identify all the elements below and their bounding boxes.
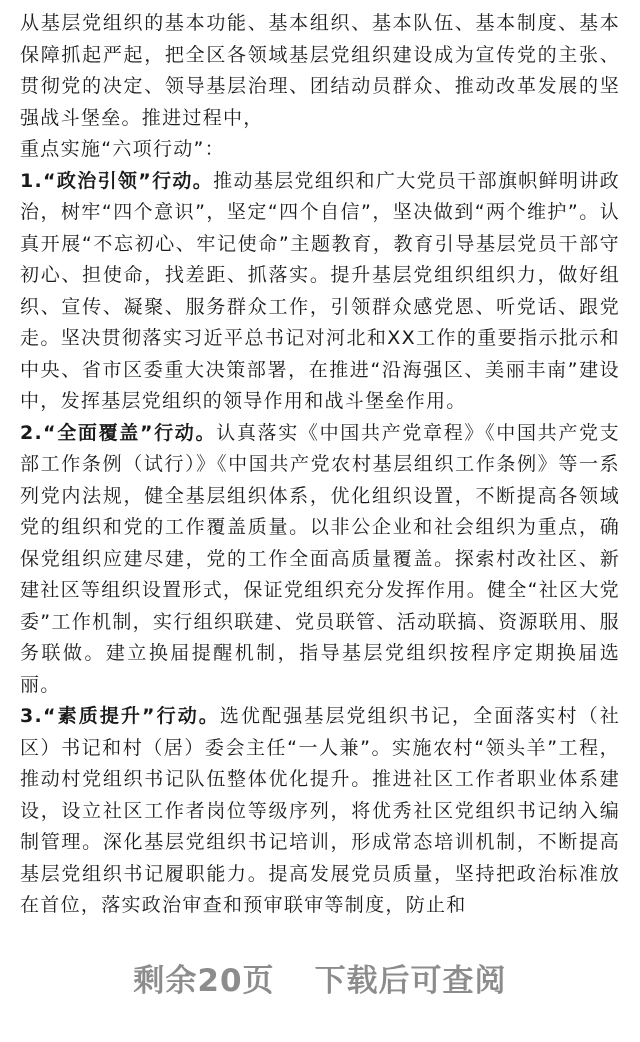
section-2 [20, 418, 620, 702]
section-2-number: 2. [20, 421, 44, 444]
section-2-heading: “全面覆盖”行动。 [43, 421, 217, 444]
section-2-body: 认真落实《中国共产党章程》《中国共产党支部工作条例（试行）》《中国共产党农村基层组织工作条例》等一系列党内法规，健全基层组织体系，优化组织设置，不断提高各领域党的组织和党的工作覆盖质量。以非公企业和社会组织为重点，确保党组织应建尽建，党的工作全面高质量覆盖。探索村改社区、新建社区等组织设置形式，保证党组织充分发挥作用。健全“社区大党委”工作机制，实行组织联建、党员联管、活动联搞、资源联用、服务联做。建立换届提醒机制，指导基层党组织按程序定期换届选丽。 [20, 421, 620, 696]
section-1-heading: “政治引领”行动。 [43, 169, 214, 192]
section-1 [20, 166, 620, 418]
section-3 [20, 701, 620, 922]
remaining-pages-label: 剩余20页 [133, 963, 275, 999]
section-3-body: 选优配强基层党组织书记，全面落实村（社区）书记和村（居）委会主任“一人兼”。实施农村“领头羊”工程，推动村党组织书记队伍整体优化提升。推进社区工作者职业体系建设，设立社区工作者岗位等级序列，将优秀社区党组织书记纳入编制管理。深化基层党组织书记培训，形成常态培训机制，不断提高基层党组织书记履职能力。提高发展党员质量，坚持把政治标准放在首位，落实政治审查和预审联审等制度，防止和 [20, 705, 620, 916]
section-3-heading: “素质提升”行动。 [43, 705, 220, 727]
download-to-view-label[interactable]: 下载后可查阅 [314, 963, 507, 999]
intro-text-2: 重点实施“六项行动”： [20, 138, 225, 160]
section-3-number: 3. [20, 705, 44, 727]
intro-paragraph [20, 8, 620, 166]
intro-text: 从基层党组织的基本功能、基本组织、基本队伍、基本制度、基本保障抓起严起，把全区各领域基层党组织建设成为宣传党的主张、贯彻党的决定、领导基层治理、团结动员群众、推动改革发展的坚强战斗堡垒。推进过程中， [20, 12, 620, 129]
section-1-body: 推动基层党组织和广大党员干部旗帜鲜明讲政治，树牢“四个意识”，坚定“四个自信”，坚决做到“两个维护”。认真开展“不忘初心、牢记使命”主题教育，教育引导基层党员干部守初心、担使命，找差距、抓落实。提升基层党组织组织力，做好组织、宣传、凝聚、服务群众工作，引领群众感党恩、听党话、跟党走。坚决贯彻落实习近平总书记对河北和XX工作的重要指示批示和中央、省市区委重大决策部署，在推进“沿海强区、美丽丰南”建设中，发挥基层党组织的领导作用和战斗堡垒作用。 [20, 169, 620, 412]
section-1-number: 1. [20, 169, 44, 192]
download-prompt[interactable] [0, 955, 640, 1000]
document-body [20, 8, 620, 922]
